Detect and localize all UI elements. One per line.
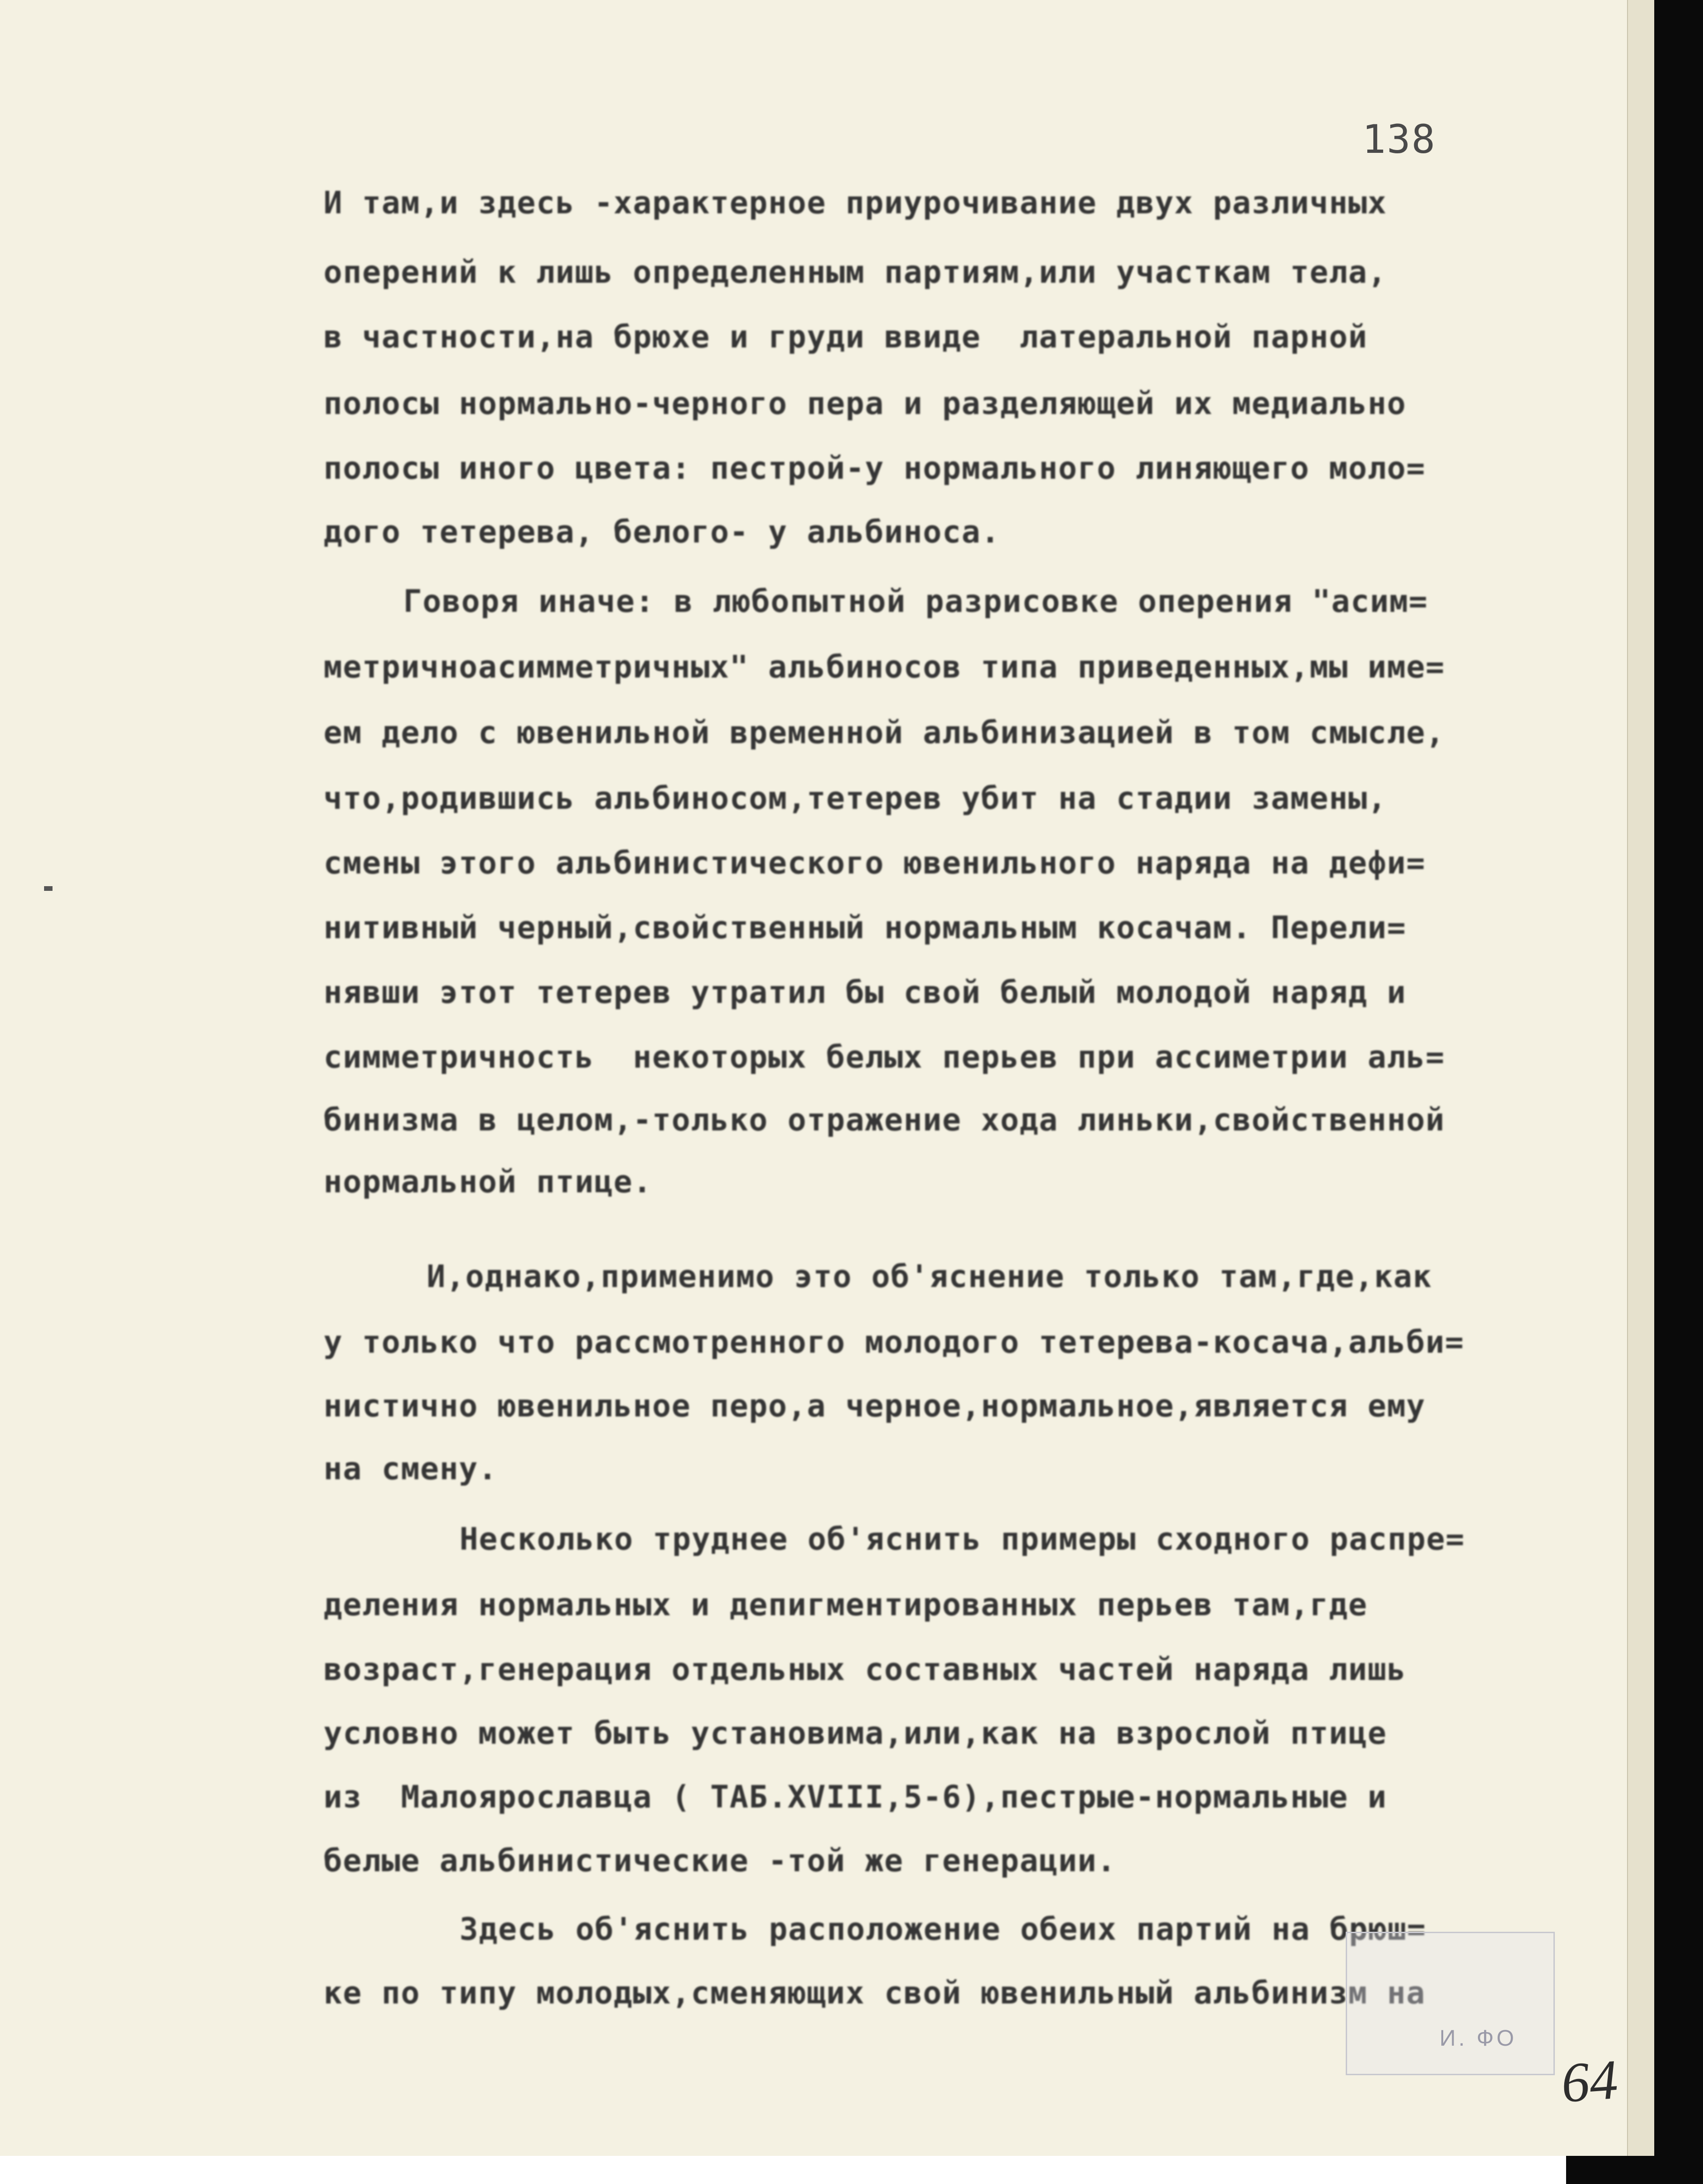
text-line: симметричность некоторых белых перьев при ассиметрии аль= xyxy=(324,1039,1445,1075)
text-line: белые альбинистические -той же генерации. xyxy=(324,1843,1116,1879)
text-line: И,однако,применимо это об'яснение только там,где,как xyxy=(427,1258,1432,1295)
text-line: оперений к лишь определенным партиям,или участкам тела, xyxy=(324,254,1387,290)
margin-mark xyxy=(44,886,53,891)
text-line: деления нормальных и депигментированных перьев там,где xyxy=(324,1587,1368,1623)
text-line: у только что рассмотренного молодого тетерева-косача,альби= xyxy=(324,1324,1464,1360)
text-line: из Малоярославца ( ТАБ.XVIII,5-6),пестрые-нормальные и xyxy=(324,1779,1387,1815)
page-edge xyxy=(1627,0,1654,2156)
text-line: нитивный черный,свойственный нормальным косачам. Перели= xyxy=(324,910,1407,946)
page-number: 138 xyxy=(1362,116,1436,162)
archive-stamp-text: И. ФО xyxy=(1439,2026,1517,2051)
text-line: смены этого альбинистического ювенильного наряда на дефи= xyxy=(324,845,1426,881)
text-line: нистично ювенильное перо,а черное,нормальное,является ему xyxy=(324,1388,1426,1424)
text-line: ем дело с ювенильной временной альбинизацией в том смысле, xyxy=(324,715,1445,751)
text-line: условно может быть установима,или,как на взрослой птице xyxy=(324,1715,1387,1751)
text-line: И там,и здесь -характерное приурочивание двух различных xyxy=(324,185,1387,221)
text-line: полосы иного цвета: пестрой-у нормального линяющего моло= xyxy=(324,450,1426,486)
text-line: Несколько труднее об'яснить примеры сходного распре= xyxy=(460,1521,1465,1557)
text-line: что,родившись альбиносом,тетерев убит на стадии замены, xyxy=(324,780,1387,816)
text-line: Говоря иначе: в любопытной разрисовке оперения "асим= xyxy=(403,583,1428,619)
text-line: ке по типу молодых,сменяющих свой ювенильный альбинизм на xyxy=(324,1975,1426,2011)
text-line: бинизма в целом,-только отражение хода линьки,свойственной xyxy=(324,1102,1445,1138)
text-line: дого тетерева, белого- у альбиноса. xyxy=(324,514,1001,550)
text-line: в частности,на брюхе и груди ввиде латеральной парной xyxy=(324,319,1368,355)
archive-folio-number: 64 xyxy=(1559,2048,1620,2115)
text-line: Здесь об'яснить расположение обеих партий на брюш= xyxy=(460,1911,1426,1947)
text-line: возраст,генерация отдельных составных частей наряда лишь xyxy=(324,1651,1407,1687)
archive-stamp xyxy=(1346,1932,1555,2075)
text-line: нявши этот тетерев утратил бы свой белый молодой наряд и xyxy=(324,974,1407,1010)
text-line: метричноасимметричных" альбиносов типа приведенных,мы име= xyxy=(324,649,1445,685)
text-line: нормальной птице. xyxy=(324,1164,653,1200)
text-line: полосы нормально-черного пера и разделяющей их медиально xyxy=(324,385,1407,422)
text-line: на смену. xyxy=(324,1451,498,1487)
